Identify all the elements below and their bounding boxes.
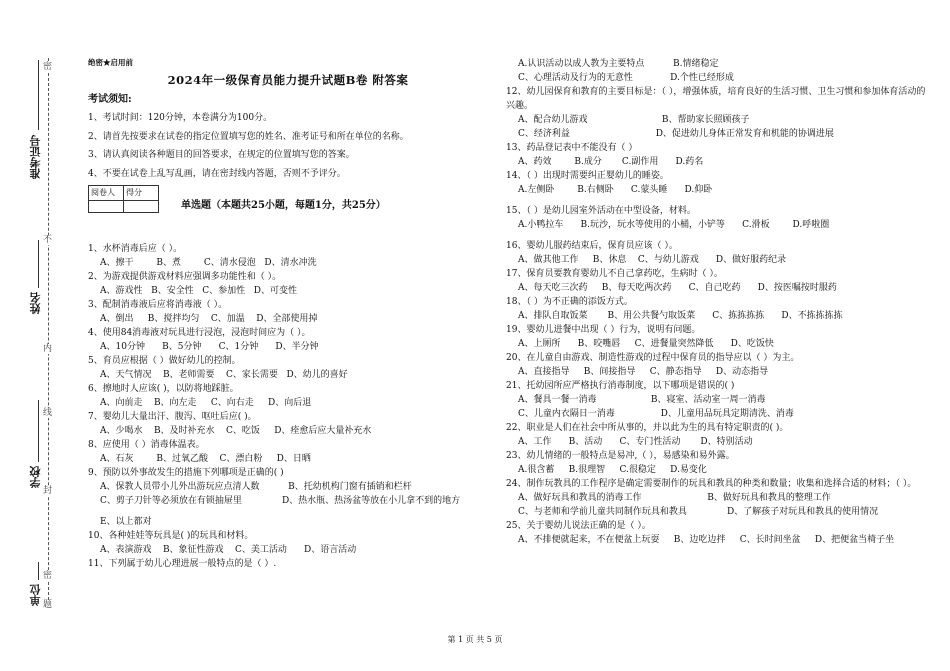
question-stem: 1、水杯消毒后应（ ）。 xyxy=(88,244,183,255)
question-stem: 20、在儿童自由游戏、制造性游戏的过程中保育员的指导应以（ ）为主。 xyxy=(506,353,800,363)
notice-heading: 考试须知: xyxy=(88,94,132,105)
question-stem: 15、（ ）是幼儿园室外活动在中型设备，材料。 xyxy=(506,206,696,216)
question-stem: 16、婴幼儿服药结束后，保育员应该（ ）。 xyxy=(506,241,678,251)
question-options: A.左侧卧 B.右侧卧 C.蒙头睡 D.仰卧 xyxy=(518,185,713,195)
question-list-left xyxy=(88,242,488,571)
unit-field[interactable] xyxy=(38,562,39,580)
question-stem: 23、幼儿情绪的一般特点是易冲,（ ），易感染和易外露。 xyxy=(506,451,735,461)
question-stem: 22、职业是人们在社会中所从事的，并以此为生的具有特定职责的( )。 xyxy=(506,423,789,433)
school-field[interactable] xyxy=(38,400,39,462)
question-options: A、表演游戏 B、象征性游戏 C、美工活动 D、语言活动 xyxy=(100,545,357,556)
question-stem: 10、各种娃娃等玩具是( )的玩具和材料。 xyxy=(88,531,254,542)
question-options: A、少喝水 B、及时补充水 C、吃饭 D、痊愈后应大量补充水 xyxy=(100,426,372,437)
question-stem: 14、（ ）出现时需要纠正婴幼儿的睡姿。 xyxy=(506,171,669,181)
binding-margin xyxy=(0,0,62,671)
question-list-right xyxy=(506,57,926,547)
question-stem: 4、使用84消毒液对玩具进行浸泡，浸泡时间应为（ ）。 xyxy=(88,328,311,339)
question-stem: 24、制作玩教具的工作程序是确定需要制作的玩具和教具的种类和数量；收集和选择合适的材料；（ ）。 xyxy=(506,479,917,489)
question-options: C、剪子刀针等必须放在有锁抽屉里 D、热水瓶、热汤盆等放在小儿拿不到的地方 xyxy=(100,496,461,507)
question-options: A、做好玩具和教具的消毒工作 B、做好玩具和教具的整理工作 xyxy=(518,493,831,503)
question-stem: 2、为游戏提供游戏材料应强调多功能性和（ ）。 xyxy=(88,272,282,283)
question-stem: 17、保育员要教育婴幼儿不自己拿药吃，生病时（ ）。 xyxy=(506,269,723,279)
question-stem: 21、托幼园所应严格执行消毒制度，以下哪项是错误的( ) xyxy=(506,381,735,391)
question-options: A、擦干 B、煮 C、清水侵泡 D、清水冲洗 xyxy=(100,258,317,269)
question-options: A、药效 B.成分 C.副作用 D.药名 xyxy=(518,157,704,167)
seal-dashed-line xyxy=(48,58,49,610)
confidential-mark: 绝密★启用前 xyxy=(88,58,133,67)
question-options: A.认识活动以成人教为主要特点 B.情绪稳定 xyxy=(518,59,719,69)
question-stem: 5、育员应根据（ ）做好幼儿的控制。 xyxy=(88,356,241,367)
left-column xyxy=(88,56,488,571)
question-options: A、倒出 B、搅拌均匀 C、加温 D、全部使用掉 xyxy=(100,314,318,325)
question-options: C、与老师和学前儿童共同制作玩具和教具 D、了解孩子对玩具和教具的使用情况 xyxy=(518,507,879,517)
question-options: A、配合幼儿游戏 B、帮助家长照顾孩子 xyxy=(518,115,750,125)
score-table xyxy=(88,185,159,213)
seal-char: 线 xyxy=(43,408,53,418)
question-options: A、保教人员带小儿外出游玩应点清人数 B、托幼机构门窗有插销和栏杆 xyxy=(100,482,412,493)
label-exam-number: 准考证号 xyxy=(29,135,42,179)
spacer xyxy=(506,197,926,204)
question-options: A、每天吃三次药 B、每天吃两次药 C、自己吃药 D、按医嘱按时服药 xyxy=(518,283,837,293)
label-unit: 单位 xyxy=(29,584,42,606)
question-options: C、儿童内衣隔日一消毒 D、儿童用品玩具定期清洗、消毒 xyxy=(518,409,794,419)
exam-number-field[interactable] xyxy=(38,60,39,130)
question-options: A、直接指导 B、间接指导 C、静态指导 D、动态指导 xyxy=(518,367,769,377)
section-heading: 单选题（本题共25小题，每题1分，共25分） xyxy=(181,200,386,212)
question-options: A、做其他工作 B、休息 C、与幼儿游戏 D、做好服药纪录 xyxy=(518,255,787,265)
question-stem: 7、婴幼儿大量出汗、腹泻、呕吐后应( )。 xyxy=(88,412,257,423)
seal-char: 内 xyxy=(43,344,53,354)
question-stem: 13、药品登记表中不能没有（ ） xyxy=(506,143,638,153)
reviewer-cell[interactable] xyxy=(89,201,124,213)
question-options: A、餐具一餐一消毒 B、寝室、活动室一周一消毒 xyxy=(518,395,766,405)
name-field[interactable] xyxy=(38,240,39,288)
question-options: A、工作 B、活动 C、专门性活动 D、特别活动 xyxy=(518,437,753,447)
question-options: A、不排便就起来，不在便盆上玩耍 B、边吃边拌 C、长时间坐盆 D、把便盆当椅子坐 xyxy=(518,535,895,545)
score-header: 得分 xyxy=(124,186,159,201)
question-options: A.小鸭拉车 B.玩沙，玩水等使用的小桶，小铲等 C.滑板 D.呼啦圈 xyxy=(518,220,830,230)
question-options: A、上厕所 B、咬嘴唇 C、进餐量突然降低 D、吃饭快 xyxy=(518,339,774,349)
notice-item: 1、考试时间：120分钟，本卷满分为100分。 xyxy=(88,113,273,123)
question-stem: 8、应使用（ ）消毒体温表。 xyxy=(88,440,205,451)
question-options: A.很含蓄 B.很理智 C.很稳定 D.易变化 xyxy=(518,465,707,475)
question-options: A、游戏性 B、安全性 C、参加性 D、可变性 xyxy=(100,286,297,297)
question-stem: 9、预防以外事故发生的措施下列哪项是正确的( ) xyxy=(88,468,284,479)
question-options: C、心理活动及行为的无意性 D.个性已经形成 xyxy=(518,73,734,83)
reviewer-header: 阅卷人 xyxy=(89,186,124,201)
question-options: A、天气情况 B、老师需要 C、家长需要 D、幼儿的喜好 xyxy=(100,370,348,381)
label-name: 姓名 xyxy=(29,292,42,314)
question-options: A、10分钟 B、5分钟 C、1分钟 D、半分钟 xyxy=(100,342,319,353)
label-school: 学校 xyxy=(29,466,42,488)
notice-item: 4、不要在试卷上乱写乱画，请在密封线内答题，否则不予评分。 xyxy=(88,168,346,179)
score-row xyxy=(88,185,488,213)
question-stem: 3、配制消毒液后应将消毒液（ ）。 xyxy=(88,300,228,311)
question-stem: 11、下列属于幼儿心理进展一般特点的是（ ）. xyxy=(88,559,277,570)
spacer xyxy=(506,232,926,239)
question-options: C、经济利益 D、促进幼儿身体正常发育和机能的协调进展 xyxy=(518,129,834,139)
question-stem: 19、婴幼儿进餐中出现（ ）行为，说明有问题。 xyxy=(506,325,701,335)
notice-item: 3、请认真阅读各种题目的回答要求，在规定的位置填写您的答案。 xyxy=(88,150,355,161)
question-stem: 25、关于婴幼儿说法正确的是（ ）。 xyxy=(506,521,651,531)
question-options: A、向前走 B、向左走 C、向右走 D、向后退 xyxy=(100,398,312,409)
question-stem: 12、幼儿园保育和教育的主要目标是：（ ），增强体质，培育良好的生活习惯、卫生习惯和参加体育活动的兴趣。 xyxy=(506,87,926,111)
seal-char: 密 xyxy=(43,571,53,581)
question-stem: 18、（ ）为不正确的添饭方式。 xyxy=(506,297,633,307)
seal-char: 封 xyxy=(43,486,53,496)
seal-char: 不 xyxy=(43,235,53,245)
notice-item: 2、请首先按要求在试卷的指定位置填写您的姓名、准考证号和所在单位的名称。 xyxy=(88,131,409,142)
page-title: 2024年一级保育员能力提升试题B卷 附答案 xyxy=(167,73,409,87)
question-options: A、石灰 B、过氧乙酸 C、漂白粉 D、日晒 xyxy=(100,454,311,465)
page-footer: 第 1 页 共 5 页 xyxy=(447,635,503,644)
seal-char: 题 xyxy=(43,600,53,610)
question-stem: 6、擦地时人应该( )，以防将地踩脏。 xyxy=(88,384,239,395)
question-options: A、排队自取饭菜 B、用公共餐勺取饭菜 C、拣拣拣拣 D、不拣拣拣拣 xyxy=(518,311,843,321)
question-options xyxy=(88,508,488,515)
score-cell[interactable] xyxy=(124,201,159,213)
question-options: E、以上都对 xyxy=(100,517,152,528)
seal-char: 密 xyxy=(43,62,53,72)
